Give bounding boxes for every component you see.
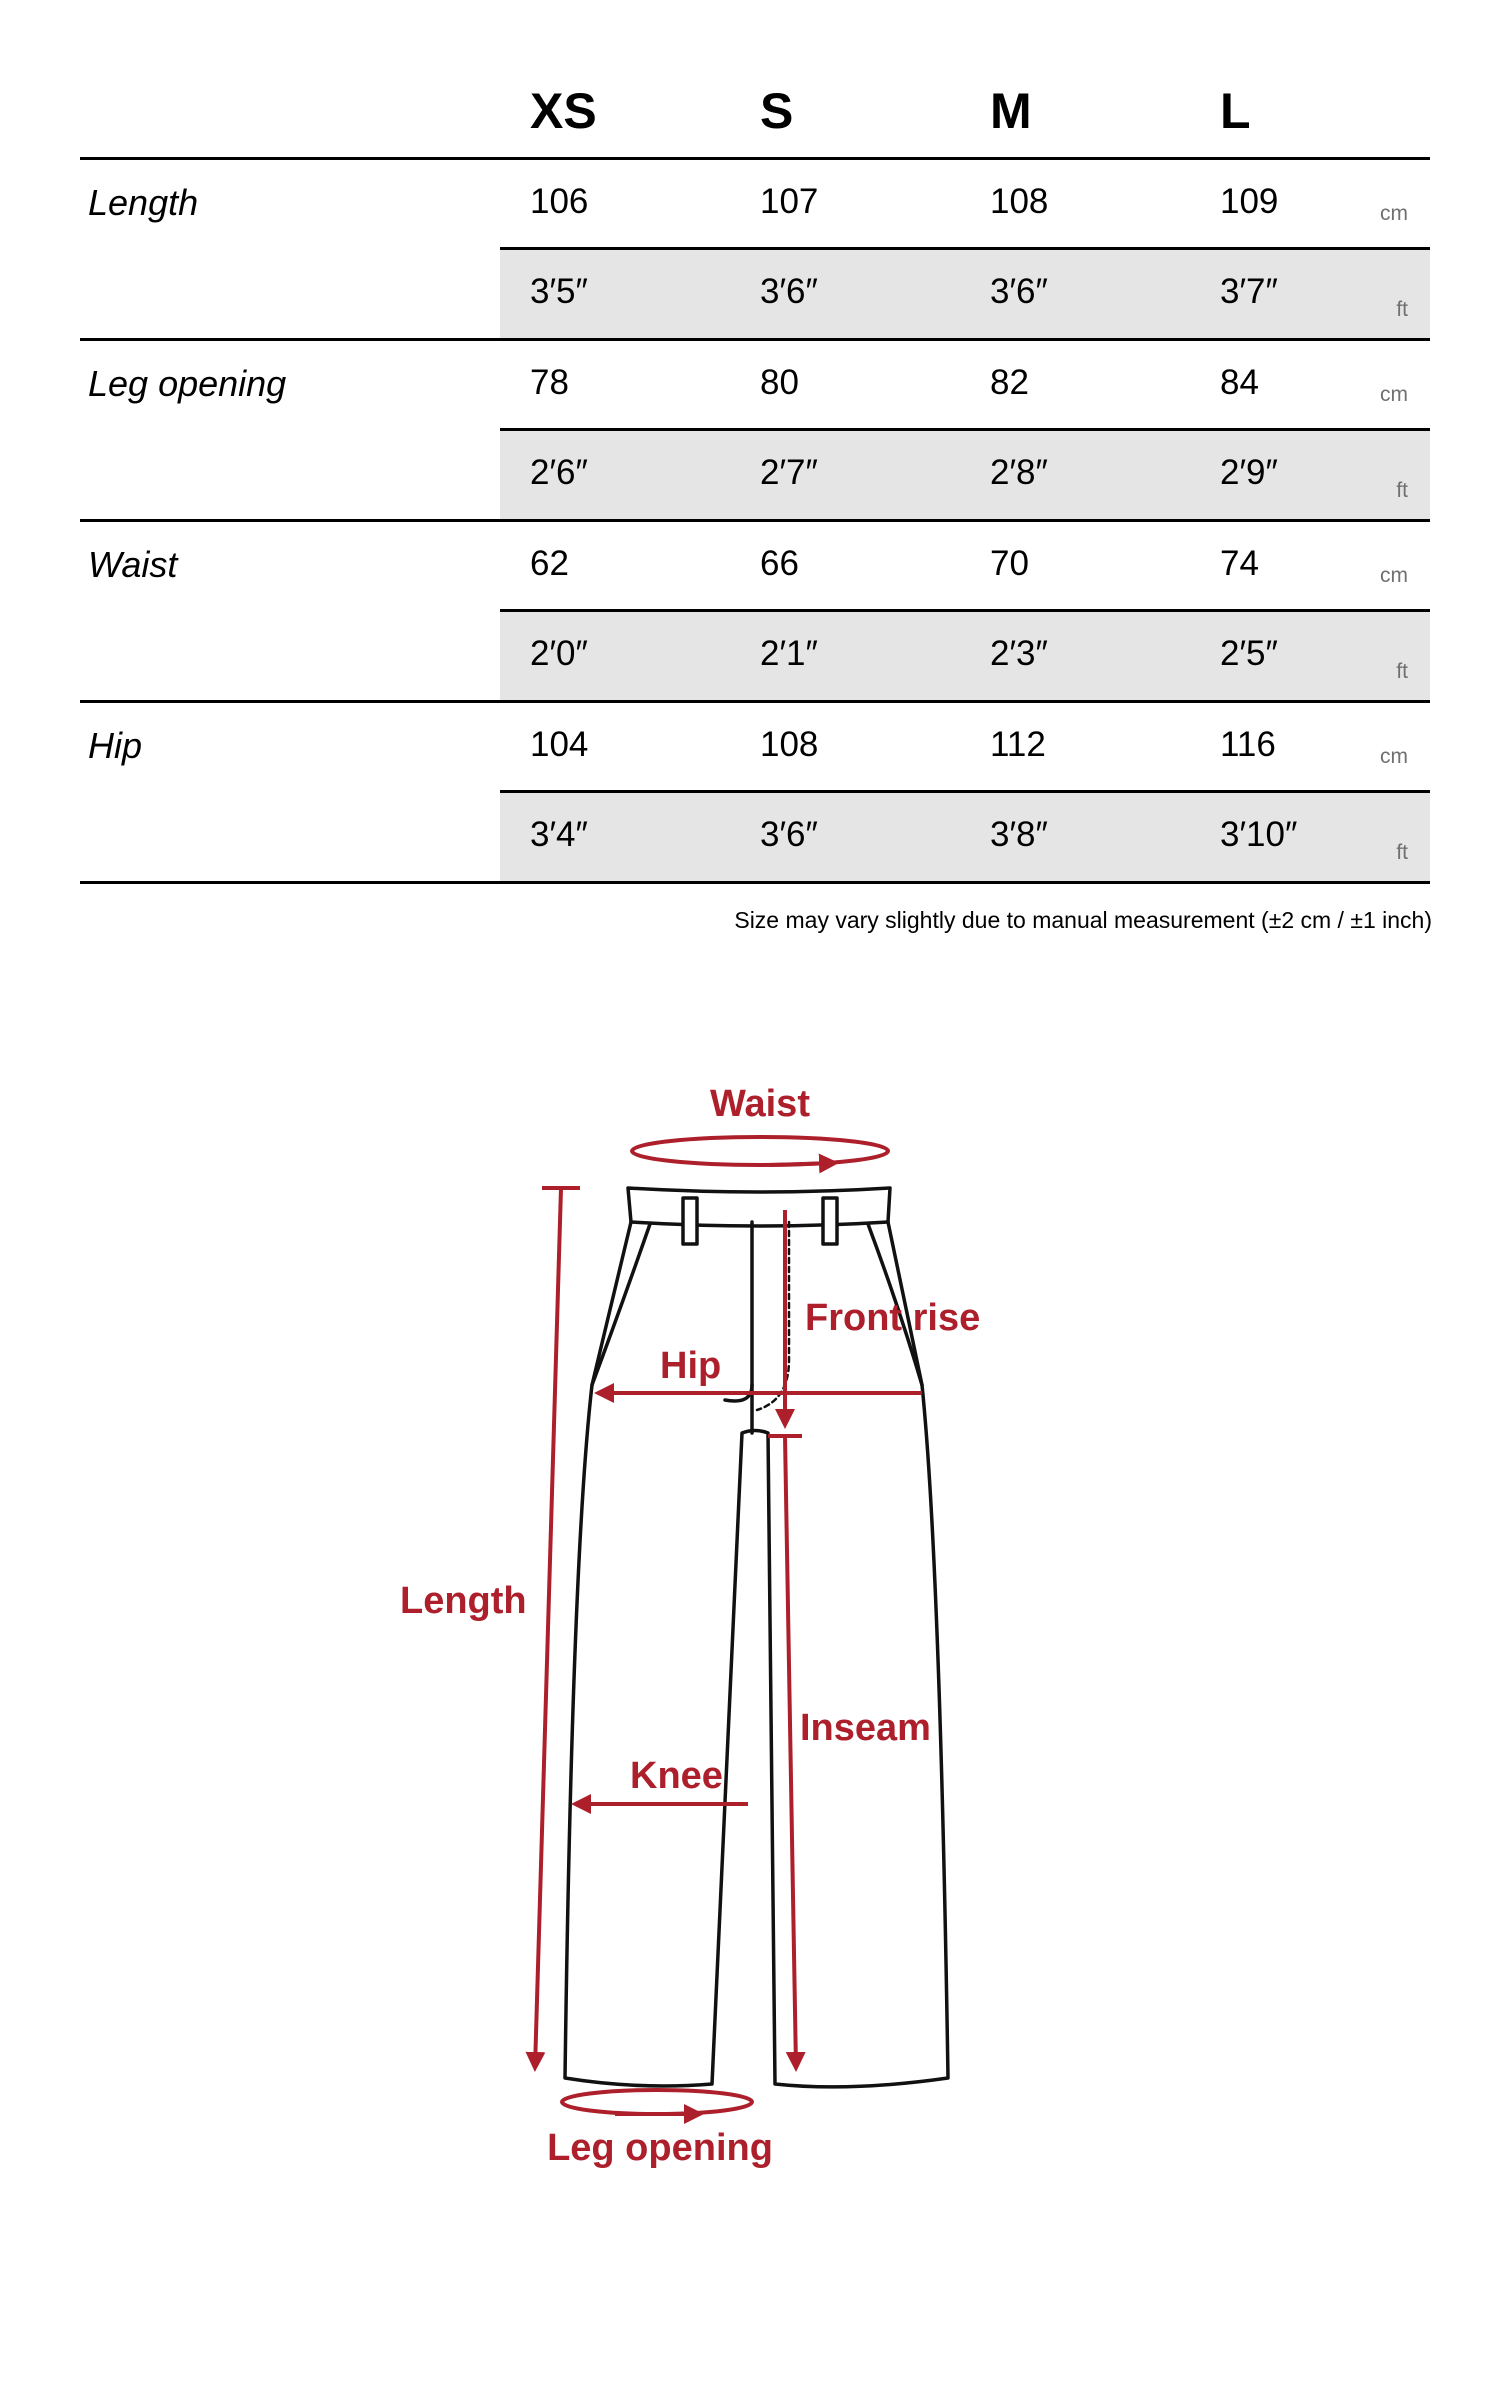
value-cell: 2′6″ <box>530 453 588 492</box>
unit-ft: ft <box>1396 660 1408 683</box>
value-cell: 3′7″ <box>1220 272 1278 311</box>
value-cell: 106 <box>530 182 589 221</box>
value-cell: 84 <box>1220 363 1259 402</box>
value-cell: 74 <box>1220 544 1259 583</box>
label-hip: Hip <box>660 1345 722 1387</box>
cm-row <box>500 703 1430 793</box>
unit-cm: cm <box>1380 564 1408 587</box>
measurement-label: Hip <box>88 725 143 766</box>
value-cell: 3′4″ <box>530 815 588 854</box>
value-cell: 3′8″ <box>990 815 1048 854</box>
unit-ft: ft <box>1396 298 1408 321</box>
unit-cm: cm <box>1380 383 1408 406</box>
value-cell: 2′0″ <box>530 634 588 673</box>
unit-ft: ft <box>1396 841 1408 864</box>
label-length: Length <box>400 1580 527 1622</box>
size-header-l: L <box>1220 83 1251 139</box>
measurement-group-length <box>80 160 1430 341</box>
value-cell: 2′7″ <box>760 453 818 492</box>
size-header-xs: XS <box>530 83 597 139</box>
size-header-s: S <box>760 83 794 139</box>
measurement-group-hip <box>80 703 1430 884</box>
value-cell: 2′9″ <box>1220 453 1278 492</box>
value-cell: 3′6″ <box>760 272 818 311</box>
length-measure <box>535 1188 580 2068</box>
value-cell: 2′5″ <box>1220 634 1278 673</box>
value-cell: 116 <box>1220 725 1276 764</box>
measurement-group-leg-opening <box>80 341 1430 522</box>
pants-measurement-diagram <box>0 1050 1500 2250</box>
value-cell: 3′10″ <box>1220 815 1298 854</box>
ft-row <box>500 612 1430 700</box>
ft-row <box>500 250 1430 338</box>
value-cell: 109 <box>1220 182 1279 221</box>
label-waist: Waist <box>710 1083 810 1125</box>
unit-ft: ft <box>1396 479 1408 502</box>
label-knee: Knee <box>630 1755 723 1797</box>
size-header-row <box>80 0 1430 160</box>
value-cell: 104 <box>530 725 589 764</box>
value-cell: 2′3″ <box>990 634 1048 673</box>
value-cell: 78 <box>530 363 569 402</box>
measurement-label: Length <box>88 182 199 223</box>
label-inseam: Inseam <box>800 1707 931 1749</box>
waist-measure <box>632 1137 888 1165</box>
unit-cm: cm <box>1380 745 1408 768</box>
value-cell: 66 <box>760 544 799 583</box>
value-cell: 2′1″ <box>760 634 818 673</box>
label-leg-opening: Leg opening <box>547 2127 773 2169</box>
measurement-label: Leg opening <box>88 363 287 404</box>
measurement-note: Size may vary slightly due to manual measurement (±2 cm / ±1 inch) <box>734 907 1432 933</box>
value-cell: 108 <box>760 725 819 764</box>
measurement-group-waist <box>80 522 1430 703</box>
value-cell: 107 <box>760 182 819 221</box>
measurement-label: Waist <box>88 544 178 585</box>
leg-opening-measure <box>562 2090 752 2114</box>
ft-row <box>500 793 1430 881</box>
value-cell: 80 <box>760 363 799 402</box>
value-cell: 3′6″ <box>990 272 1048 311</box>
value-cell: 112 <box>990 725 1046 764</box>
value-cell: 3′6″ <box>760 815 818 854</box>
cm-row <box>500 160 1430 250</box>
value-cell: 2′8″ <box>990 453 1048 492</box>
unit-cm: cm <box>1380 202 1408 225</box>
value-cell: 82 <box>990 363 1029 402</box>
value-cell: 70 <box>990 544 1029 583</box>
value-cell: 62 <box>530 544 569 583</box>
value-cell: 3′5″ <box>530 272 588 311</box>
cm-row <box>500 341 1430 431</box>
label-front-rise: Front rise <box>805 1297 981 1339</box>
size-header-m: M <box>990 83 1032 139</box>
size-chart-table <box>80 0 1430 884</box>
ft-row <box>500 431 1430 519</box>
value-cell: 108 <box>990 182 1049 221</box>
cm-row <box>500 522 1430 612</box>
